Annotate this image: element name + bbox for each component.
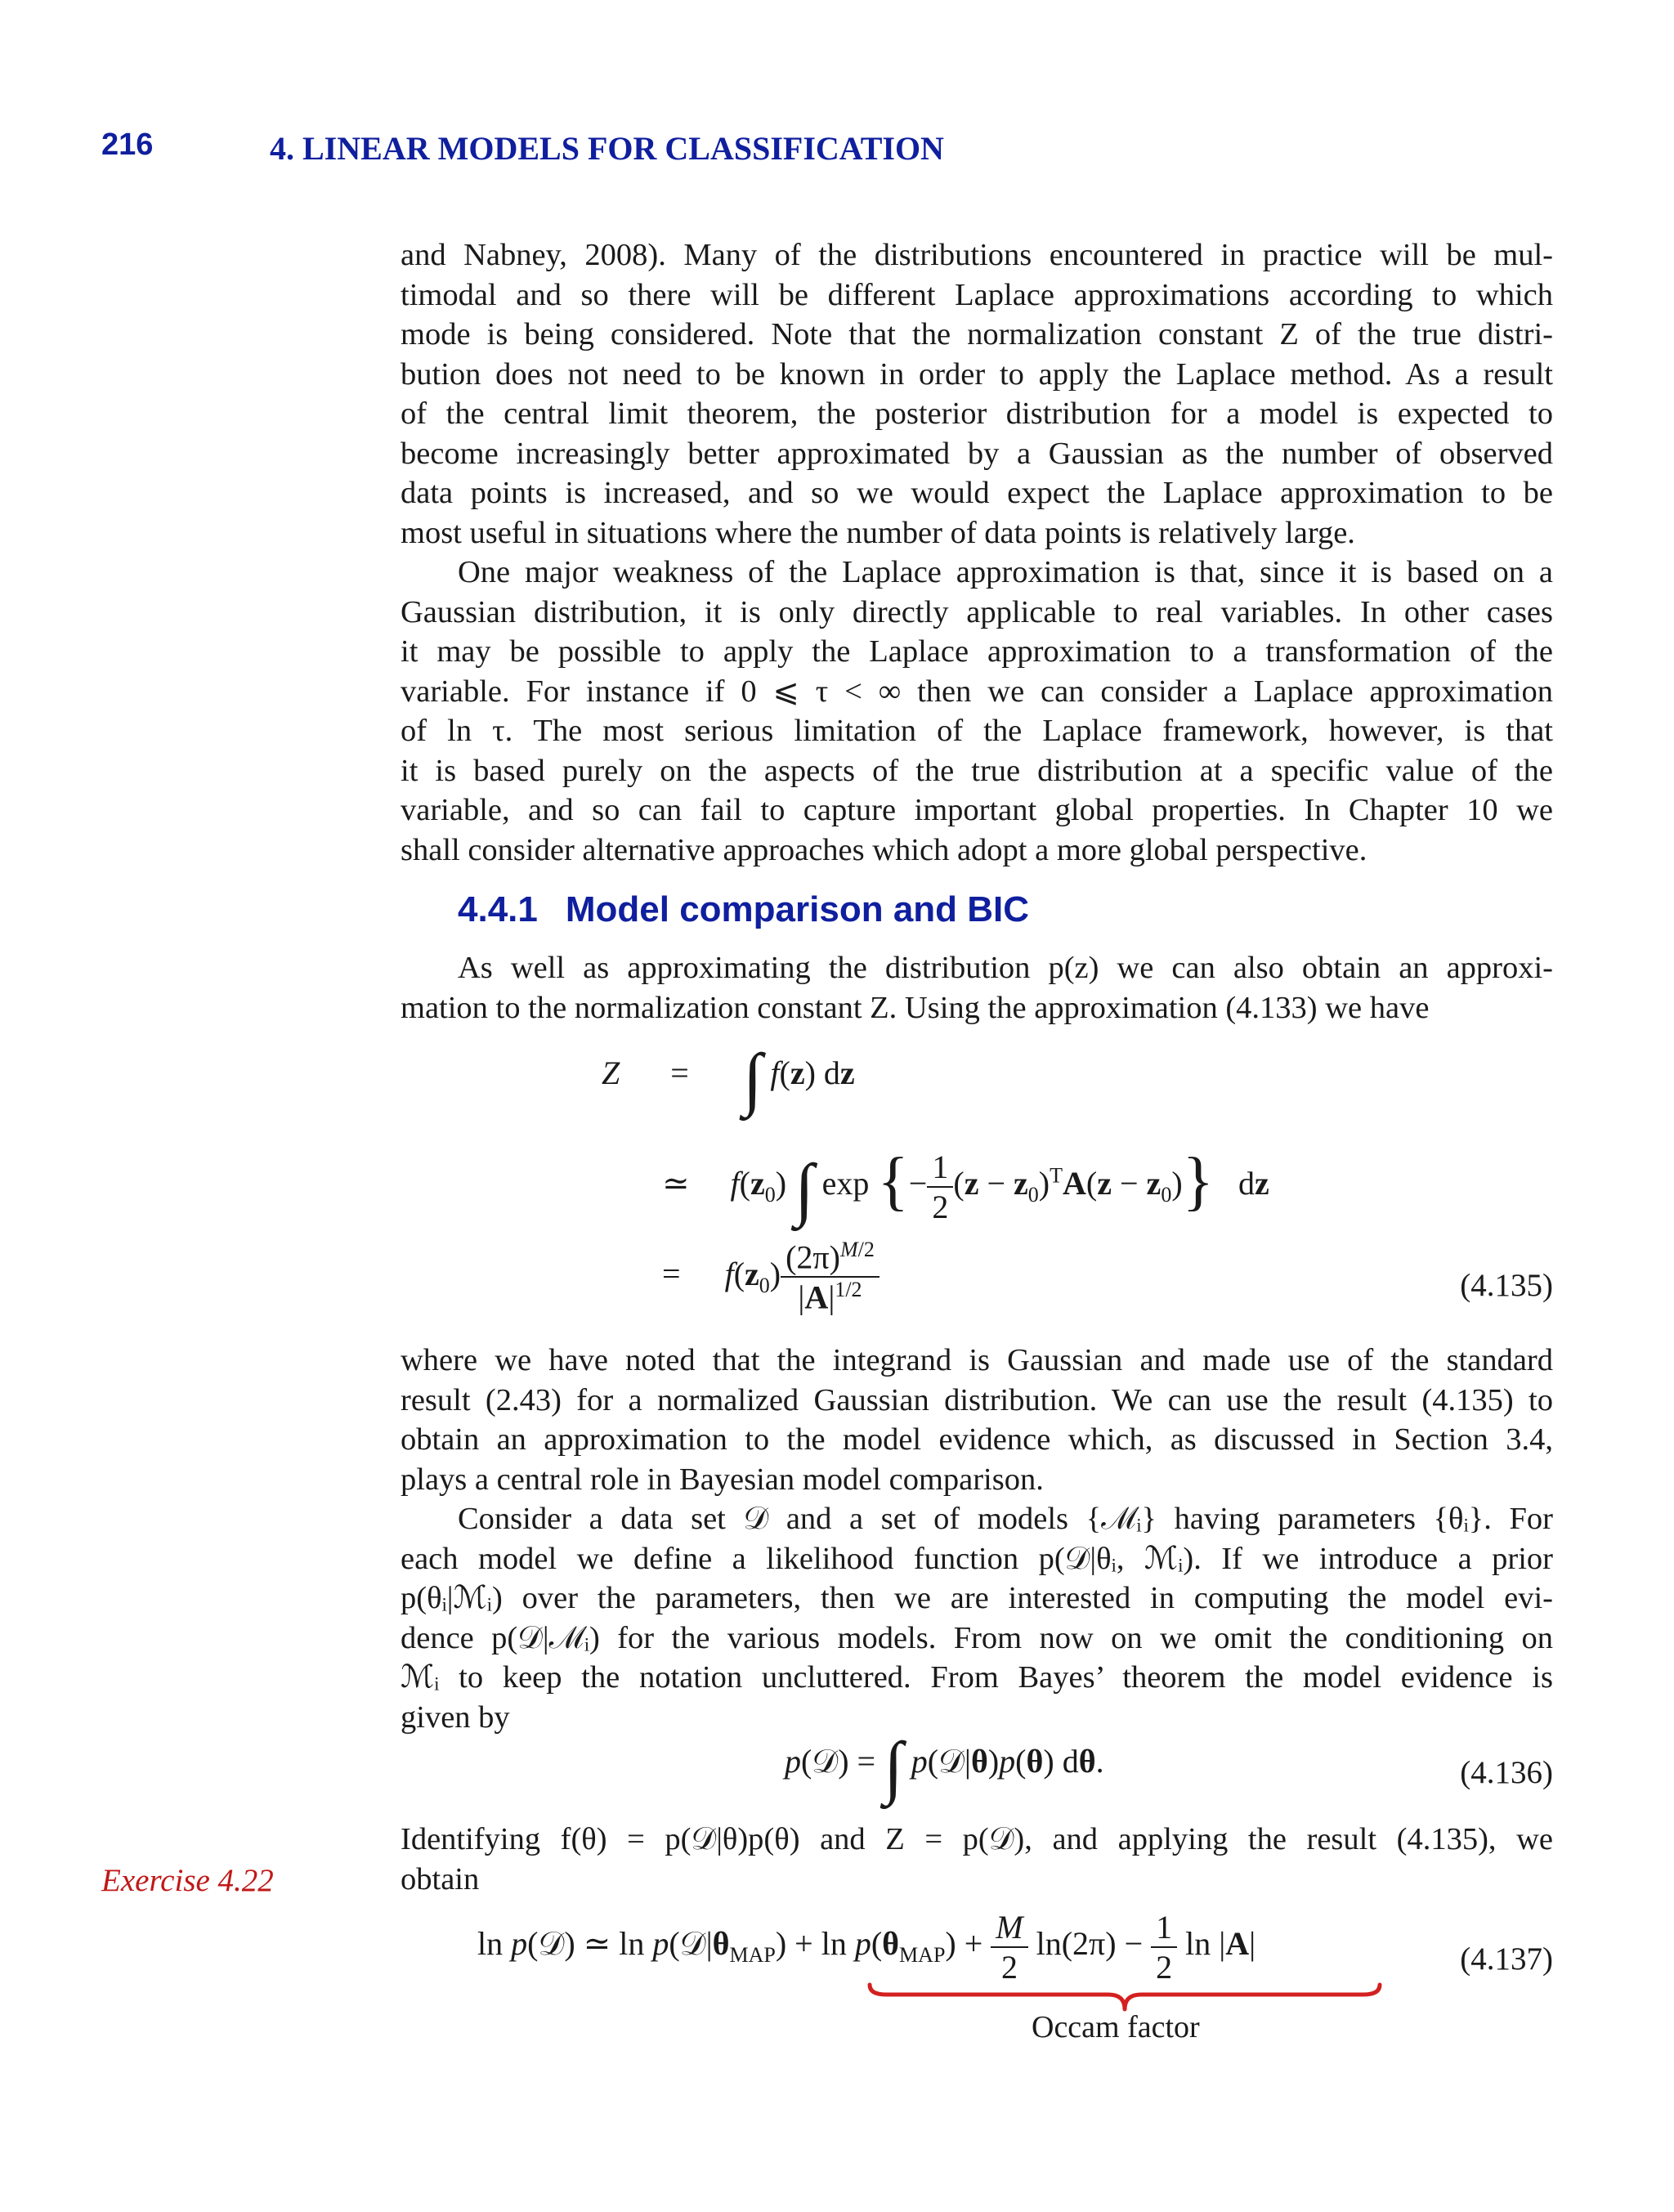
text-line: Gaussian distribution, it is only directly applicable to real variables. In other cases [401, 594, 1553, 629]
occam-factor-label: Occam factor [1032, 2010, 1200, 2044]
paragraph-6 [401, 1820, 1553, 1899]
equation-4-137: ln p(𝒟) ≃ $\ln p(𝒟|\theta_{MAP}) + \ln p(\theta_{MAP})$ + $\frac{M}{2}$ ln(2π) − $\frac{1}{2}$ ln |A| [477, 1909, 1256, 1986]
text-line: Consider a data set 𝒟 and a set of models {ℳᵢ} having parameters {θᵢ}. For [458, 1502, 1553, 1536]
paragraph-4 [401, 1341, 1553, 1499]
text-line: given by [401, 1699, 510, 1735]
text-line: shall consider alternative approaches which adopt a more global perspective. [401, 832, 1367, 867]
text-line: where we have noted that the integrand is Gaussian and made use of the standard [401, 1343, 1553, 1377]
chapter-title: 4. LINEAR MODELS FOR CLASSIFICATION [270, 130, 944, 167]
text-line: each model we define a likelihood function p(𝒟|θᵢ, ℳᵢ). If we introduce a prior [401, 1541, 1553, 1576]
equation-number: (4.137) [1460, 1941, 1553, 1977]
equation-4-135-row-3: = $f(z_0)$ $\frac{(2\pi)^{M/2}}{|A|^{1/2}}$ [662, 1238, 880, 1317]
equation-4-135-row-2: ≃ $f(z_0)$ ∫ exp {− $\frac{1}{2}$ $(z - z_0)^TA(z - z_0)$} dz [662, 1145, 1269, 1228]
text-line: bution does not need to be known in order to apply the Laplace method. As a result [401, 356, 1553, 392]
text-line: most useful in situations where the number of data points is relatively large. [401, 515, 1355, 550]
text-line: dence p(𝒟|ℳᵢ) for the various models. From now on we omit the conditioning on [401, 1620, 1553, 1655]
equation-4-136: p(𝒟) = ∫ p(𝒟|θ)p(θ) dθ. [785, 1727, 1104, 1806]
text-line: plays a central role in Bayesian model comparison. [401, 1462, 1044, 1497]
paragraph-3 [401, 948, 1553, 1028]
text-line: variable, and so can fail to capture important global properties. In Chapter 10 we [401, 793, 1553, 827]
text-line: As well as approximating the distribution p(z) we can also obtain an approxi- [458, 951, 1553, 985]
paragraph-2 [401, 553, 1553, 870]
text-line: Identifying f(θ) = p(𝒟|θ)p(θ) and Z = p(𝒟), and applying the result (4.135), we [401, 1822, 1553, 1856]
text-line: obtain an approximation to the model evidence which, as discussed in Section 3.4, [401, 1422, 1553, 1457]
text-line: become increasingly better approximated by a Gaussian as the number of observed [401, 436, 1553, 471]
text-line: timodal and so there will be different Laplace approximations according to which [401, 277, 1553, 312]
equation-number: (4.136) [1460, 1755, 1553, 1790]
exercise-reference[interactable]: Exercise 4.22 [101, 1863, 274, 1898]
page-number: 216 [101, 128, 154, 162]
text-line: of the central limit theorem, the posterior distribution for a model is expected to [401, 396, 1553, 431]
section-heading [458, 889, 1029, 930]
text-line: obtain [401, 1861, 480, 1896]
equation-number: (4.135) [1460, 1268, 1553, 1303]
section-title: Model comparison and BIC [565, 889, 1030, 929]
text-line: variable. For instance if 0 ⩽ τ < ∞ then we can consider a Laplace approximation [401, 674, 1553, 709]
text-line: ℳᵢ to keep the notation uncluttered. From Bayes’ theorem the model evidence is [401, 1660, 1553, 1695]
text-line: it is based purely on the aspects of the true distribution at a specific value of the [401, 753, 1553, 788]
equation-4-135-row-1: Z = ∫ f(z) dz [602, 1039, 855, 1117]
text-line: result (2.43) for a normalized Gaussian distribution. We can use the result (4.135) to [401, 1382, 1553, 1417]
text-line: mode is being considered. Note that the normalization constant Z of the true distri- [401, 317, 1553, 352]
text-line: p(θᵢ|ℳᵢ) over the parameters, then we are interested in computing the model evi- [401, 1581, 1553, 1615]
text-line: of ln τ. The most serious limitation of the Laplace framework, however, is that [401, 714, 1553, 748]
text-line: data points is increased, and so we would expect the Laplace approximation to be [401, 476, 1553, 510]
text-line: mation to the normalization constant Z. Using the approximation (4.133) we have [401, 990, 1430, 1025]
text-line: it may be possible to apply the Laplace approximation to a transformation of the [401, 634, 1553, 669]
paragraph-5 [401, 1499, 1553, 1737]
text-line: One major weakness of the Laplace approximation is that, since it is based on a [458, 555, 1553, 589]
text-line: and Nabney, 2008). Many of the distributions encountered in practice will be mul- [401, 238, 1553, 272]
section-number: 4.4.1 [458, 889, 538, 929]
paragraph-1 [401, 235, 1553, 553]
